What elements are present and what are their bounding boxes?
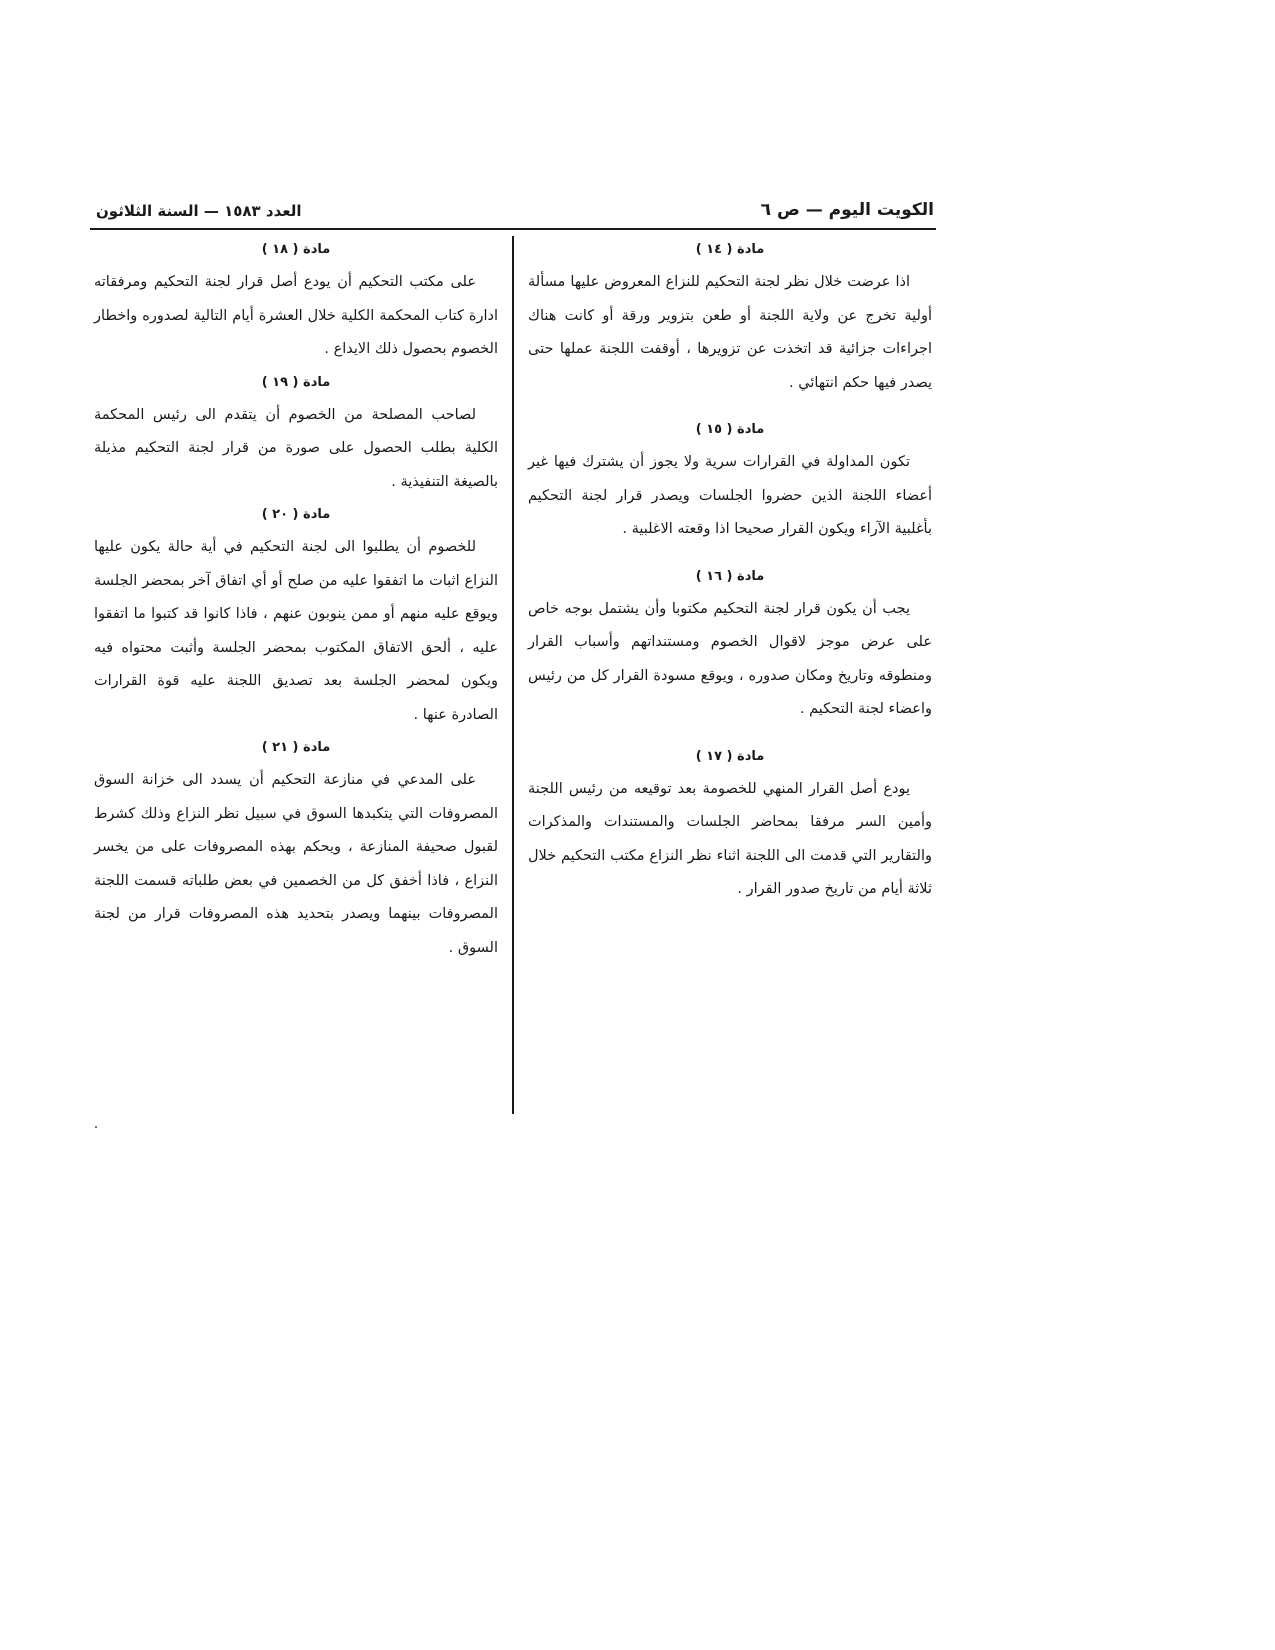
article-body: للخصوم أن يطلبوا الى لجنة التحكيم في أية حالة يكون عليها النزاع اثبات ما اتفقوا عليه من صلح أو أي اتفاق آخر بمحضر الجلسة ويوقع عليه منهم أو ممن ينوبون عنهم ، فاذا كانوا قد كتبوا ما اتفقوا عليه ، ألحق الاتفاق المكتوب بمحضر الجلسة وأثبت محتواه فيه ويكون لمحضر الجلسة بعد تصديق اللجنة عليه قوة القرارات الصادرة عنها .: [94, 539, 498, 723]
article-18: [94, 240, 498, 367]
spacer: [528, 406, 932, 420]
page-header: [96, 198, 934, 226]
article-heading: مادة ( ١٩ ): [261, 374, 331, 390]
article-heading: مادة ( ١٦ ): [695, 568, 765, 584]
article-heading: مادة ( ١٤ ): [695, 242, 765, 257]
article-16: [528, 567, 932, 727]
scan-speck: [95, 1126, 97, 1128]
article-heading: مادة ( ١٥ ): [695, 422, 765, 437]
article-heading: مادة ( ٢١ ): [261, 740, 331, 755]
spacer: [528, 553, 932, 567]
article-19: [94, 373, 498, 500]
column-divider: [512, 236, 514, 1114]
article-body: يجب أن يكون قرار لجنة التحكيم مكتوبا وأن يشتمل بوجه خاص على عرض موجز لاقوال الخصوم ومستنداتهم وأسباب القرار ومنطوقه وتاريخ ومكان صدوره ، ويوقع مسودة القرار كل من رئيس واعضاء لجنة التحكيم .: [528, 600, 932, 717]
article-15: [528, 420, 932, 547]
header-issue-year: العدد ١٥٨٣ — السنة الثلاثون: [96, 202, 302, 220]
article-heading: مادة ( ١٨ ): [261, 242, 331, 257]
article-body: لصاحب المصلحة من الخصوم أن يتقدم الى رئيس المحكمة الكلية بطلب الحصول على صورة من قرار لجنة التحكيم مذيلة بالصيغة التنفيذية .: [94, 406, 498, 490]
article-heading: مادة ( ٢٠ ): [261, 507, 331, 522]
article-body: على المدعي في منازعة التحكيم أن يسدد الى خزانة السوق المصروفات التي يتكبدها السوق في سبيل نظر النزاع وذلك كشرط لقبول صحيفة المنازعة ، ويحكم بهذه المصروفات على من يخسر النزاع ، فاذا أخفق كل من الخصمين في بعض طلباته قسمت اللجنة المصروفات بينهما ويصدر بتحديد هذه المصروفات قرار من لجنة السوق .: [94, 772, 498, 956]
article-17: [528, 747, 932, 907]
article-body: اذا عرضت خلال نظر لجنة التحكيم للنزاع المعروض عليها مسألة أولية تخرج عن ولاية اللجنة أو طعن بتزوير ورقة أو كانت هناك اجراءات جزائية قد اتخذت عن تزويرها ، أوقفت اللجنة عملها حتى يصدر فيها حكم انتهائي .: [528, 274, 932, 391]
article-21: [94, 738, 498, 965]
article-20: [94, 505, 498, 732]
left-column: [94, 240, 498, 971]
right-column: [528, 240, 932, 913]
article-body: يودع أصل القرار المنهي للخصومة بعد توقيعه من رئيس اللجنة وأمين السر مرفقا بمحاضر الجلسات والمستندات والمذكرات والتقارير التي قدمت الى اللجنة اثناء نظر النزاع مكتب التحكيم خلال ثلاثة أيام من تاريخ صدور القرار .: [528, 780, 932, 897]
header-publication-page: الكويت اليوم — ص ٦: [760, 200, 934, 220]
article-body: تكون المداولة في القرارات سرية ولا يجوز أن يشترك فيها غير أعضاء اللجنة الذين حضروا الجلسات ويصدر قرار لجنة التحكيم بأغلبية الآراء ويكون القرار صحيحا اذا وقعته الاغلبية .: [528, 454, 932, 537]
article-14: [528, 240, 932, 400]
header-rule: [90, 228, 936, 230]
article-body: على مكتب التحكيم أن يودع أصل قرار لجنة التحكيم ومرفقاته ادارة كتاب المحكمة الكلية خلال العشرة أيام التالية لصدوره واخطار الخصوم بحصول ذلك الايداع .: [94, 274, 498, 357]
article-heading: مادة ( ١٧ ): [695, 748, 765, 764]
spacer: [528, 733, 932, 747]
